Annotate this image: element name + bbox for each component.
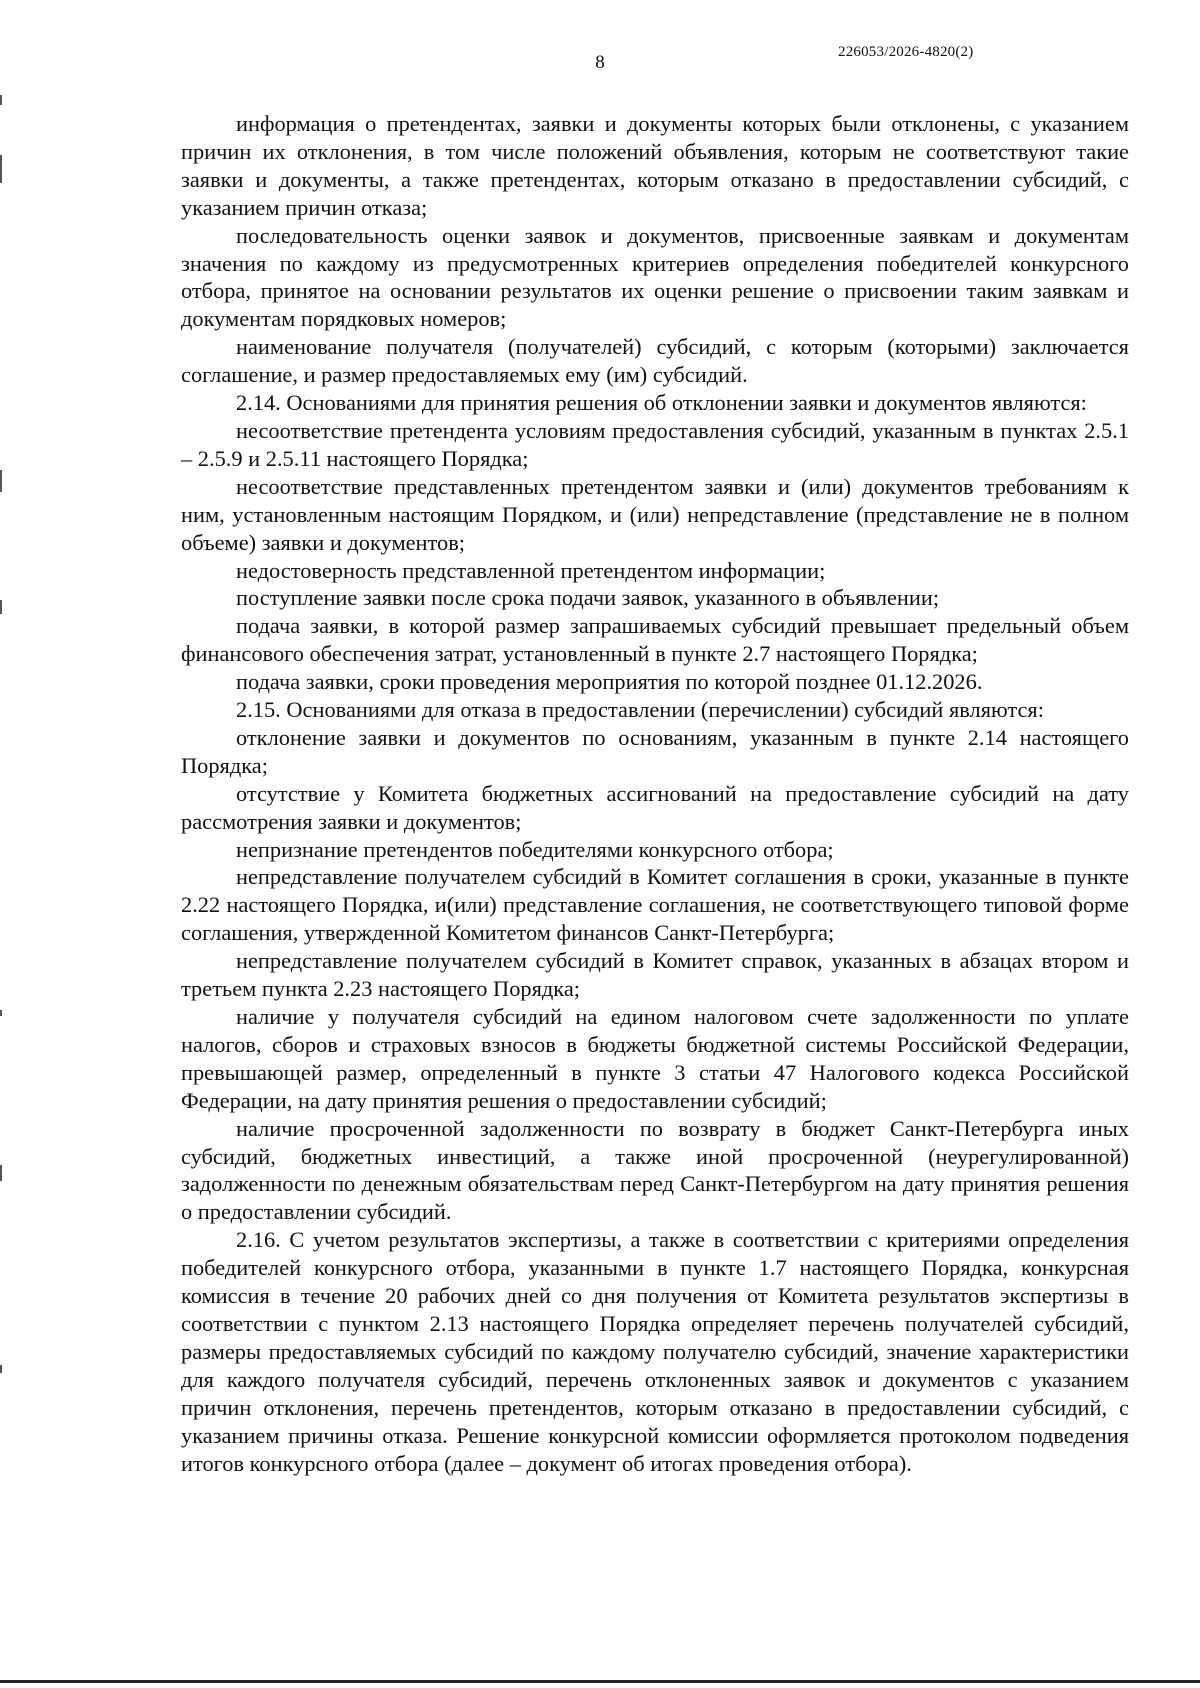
paragraph: несоответствие претендента условиям предоставления субсидий, указанным в пунктах 2.5.1 – 2.5.9 и 2.5.11 настоящего Порядка; [181, 417, 1129, 471]
document-id: 226053/2026-4820(2) [838, 44, 974, 60]
scan-mark [0, 155, 2, 183]
paragraph: последовательность оценки заявок и документов, присвоенные заявкам и документам значения по каждому из предусмотренных критериев определения победителей конкурсного отбора, принятое на основании результатов их оценки решение о присвоении таким заявкам и документам порядковых номеров; [181, 222, 1129, 332]
paragraph: несоответствие представленных претендентом заявки и (или) документов требованиям к ним, установленным настоящим Порядком, и (или) непредставление (представление не в полном объеме) заявки и документов; [181, 473, 1129, 555]
paragraph-clause-2-14: 2.14. Основаниями для принятия решения об отклонении заявки и документов являются: [236, 390, 1087, 416]
scan-bottom-edge [0, 1680, 1200, 1683]
scan-mark [0, 470, 2, 492]
scan-mark [0, 600, 2, 614]
scan-mark [0, 95, 2, 105]
paragraph: подача заявки, сроки проведения мероприятия по которой позднее 01.12.2026. [236, 669, 983, 695]
paragraph: поступление заявки после срока подачи заявок, указанного в объявлении; [236, 585, 940, 611]
scan-mark [0, 1010, 2, 1016]
paragraph: информация о претендентах, заявки и документы которых были отклонены, с указанием причин их отклонения, в том числе положений объявления, которым не соответствуют такие заявки и документы, а также претендентах, которым отказано в предоставлении субсидий, с указанием причин отказа; [181, 111, 1129, 220]
paragraph: непредставление получателем субсидий в Комитет справок, указанных в абзацах втором и третьем пункта 2.23 настоящего Порядка; [181, 948, 1129, 1002]
scan-edge-marks [0, 0, 3, 1688]
document-body [181, 110, 1129, 1477]
paragraph: наличие просроченной задолженности по возврату в бюджет Санкт-Петербурга иных субсидий, бюджетных инвестиций, а также иной просроченной (неурегулированной) задолженности по денежным обязательствам перед Санкт-Петербургом на дату принятия решения о предоставлении субсидий. [181, 1115, 1129, 1225]
paragraph: наименование получателя (получателей) субсидий, с которым (которыми) заключается соглашение, и размер предоставляемых ему (им) субсидий. [181, 334, 1129, 388]
paragraph: отсутствие у Комитета бюджетных ассигнований на предоставление субсидий на дату рассмотрения заявки и документов; [181, 780, 1129, 834]
scan-mark [0, 1165, 2, 1181]
paragraph: непредставление получателем субсидий в Комитет соглашения в сроки, указанные в пункте 2.22 настоящего Порядка, и(или) представление соглашения, не соответствующего типовой форме соглашения, утвержденной Комитетом финансов Санкт-Петербурга; [181, 864, 1129, 946]
paragraph: подача заявки, в которой размер запрашиваемых субсидий превышает предельный объем финансового обеспечения затрат, установленный в пункте 2.7 настоящего Порядка; [181, 613, 1129, 667]
scan-mark [0, 1365, 2, 1373]
paragraph: отклонение заявки и документов по основаниям, указанным в пункте 2.14 настоящего Порядка; [181, 724, 1129, 778]
paragraph: недостоверность представленной претендентом информации; [236, 557, 826, 583]
paragraph: непризнание претендентов победителями конкурсного отбора; [236, 836, 834, 862]
paragraph-clause-2-15: 2.15. Основаниями для отказа в предоставлении (перечислении) субсидий являются: [236, 697, 1044, 723]
page-number: 8 [595, 52, 605, 73]
paragraph-clause-2-16: 2.16. С учетом результатов экспертизы, а также в соответствии с критериями определения победителей конкурсного отбора, указанными в пункте 1.7 настоящего Порядка, конкурсная комиссия в течение 20 рабочих дней со дня получения от Комитета результатов экспертизы в соответствии с пунктом 2.13 настоящего Порядка определяет перечень получателей субсидий, размеры предоставляемых субсидий по каждому получателю субсидий, значение характеристики для каждого получателя субсидий, перечень отклоненных заявок и документов с указанием причин отклонения, перечень претендентов, которым отказано в предоставлении субсидий, с указанием причины отказа. Решение конкурсной комиссии оформляется протоколом подведения итогов конкурсного отбора (далее – документ об итогах проведения отбора). [181, 1227, 1129, 1476]
paragraph: наличие у получателя субсидий на едином налоговом счете задолженности по уплате налогов, сборов и страховых взносов в бюджеты бюджетной системы Российской Федерации, превышающей размер, определенный в пункте 3 статьи 47 Налогового кодекса Российской Федерации, на дату принятия решения о предоставлении субсидий; [181, 1004, 1129, 1113]
